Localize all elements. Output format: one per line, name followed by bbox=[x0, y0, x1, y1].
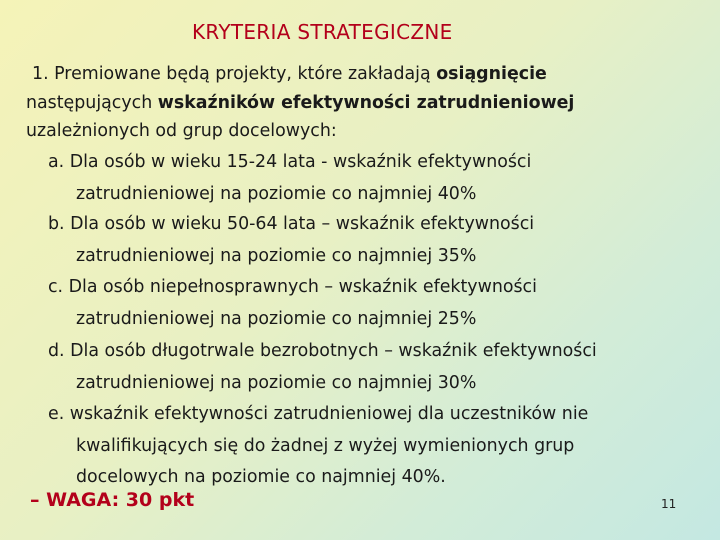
list-item-e-cont-2: docelowych na poziomie co najmniej 40%. bbox=[76, 467, 446, 487]
list-item-c-cont: zatrudnieniowej na poziomie co najmniej 25% bbox=[76, 309, 477, 329]
list-item-c: c. Dla osób niepełnosprawnych – wskaźnik efektywności bbox=[48, 277, 537, 297]
list-item-e-cont-1: kwalifikujących się do żadnej z wyżej wymienionych grup bbox=[76, 436, 575, 456]
list-item-b: b. Dla osób w wieku 50-64 lata – wskaźnik efektywności bbox=[48, 214, 535, 234]
intro-line-3: uzależnionych od grup docelowych: bbox=[26, 121, 337, 141]
intro-line-1 bbox=[32, 58, 547, 90]
page-number: 11 bbox=[661, 497, 677, 511]
intro-bold-text: wskaźników efektywności zatrudnieniowej bbox=[157, 93, 575, 113]
list-item-e: e. wskaźnik efektywności zatrudnieniowej dla uczestników nie bbox=[48, 404, 589, 424]
weight-label: – WAGA: 30 pkt bbox=[30, 489, 195, 511]
list-item-d: d. Dla osób długotrwale bezrobotnych – wskaźnik efektywności bbox=[48, 341, 597, 361]
intro-text: następujących bbox=[26, 93, 158, 113]
list-item-a-cont: zatrudnieniowej na poziomie co najmniej 40% bbox=[76, 184, 477, 204]
list-item-d-cont: zatrudnieniowej na poziomie co najmniej 30% bbox=[76, 373, 477, 393]
intro-bold-text: osiągnięcie bbox=[436, 64, 547, 84]
slide-title: KRYTERIA STRATEGICZNE bbox=[192, 20, 453, 44]
intro-text: 1. Premiowane będą projekty, które zakładają bbox=[32, 64, 437, 84]
list-item-a: a. Dla osób w wieku 15-24 lata - wskaźnik efektywności bbox=[48, 152, 532, 172]
list-item-b-cont: zatrudnieniowej na poziomie co najmniej 35% bbox=[76, 246, 477, 266]
